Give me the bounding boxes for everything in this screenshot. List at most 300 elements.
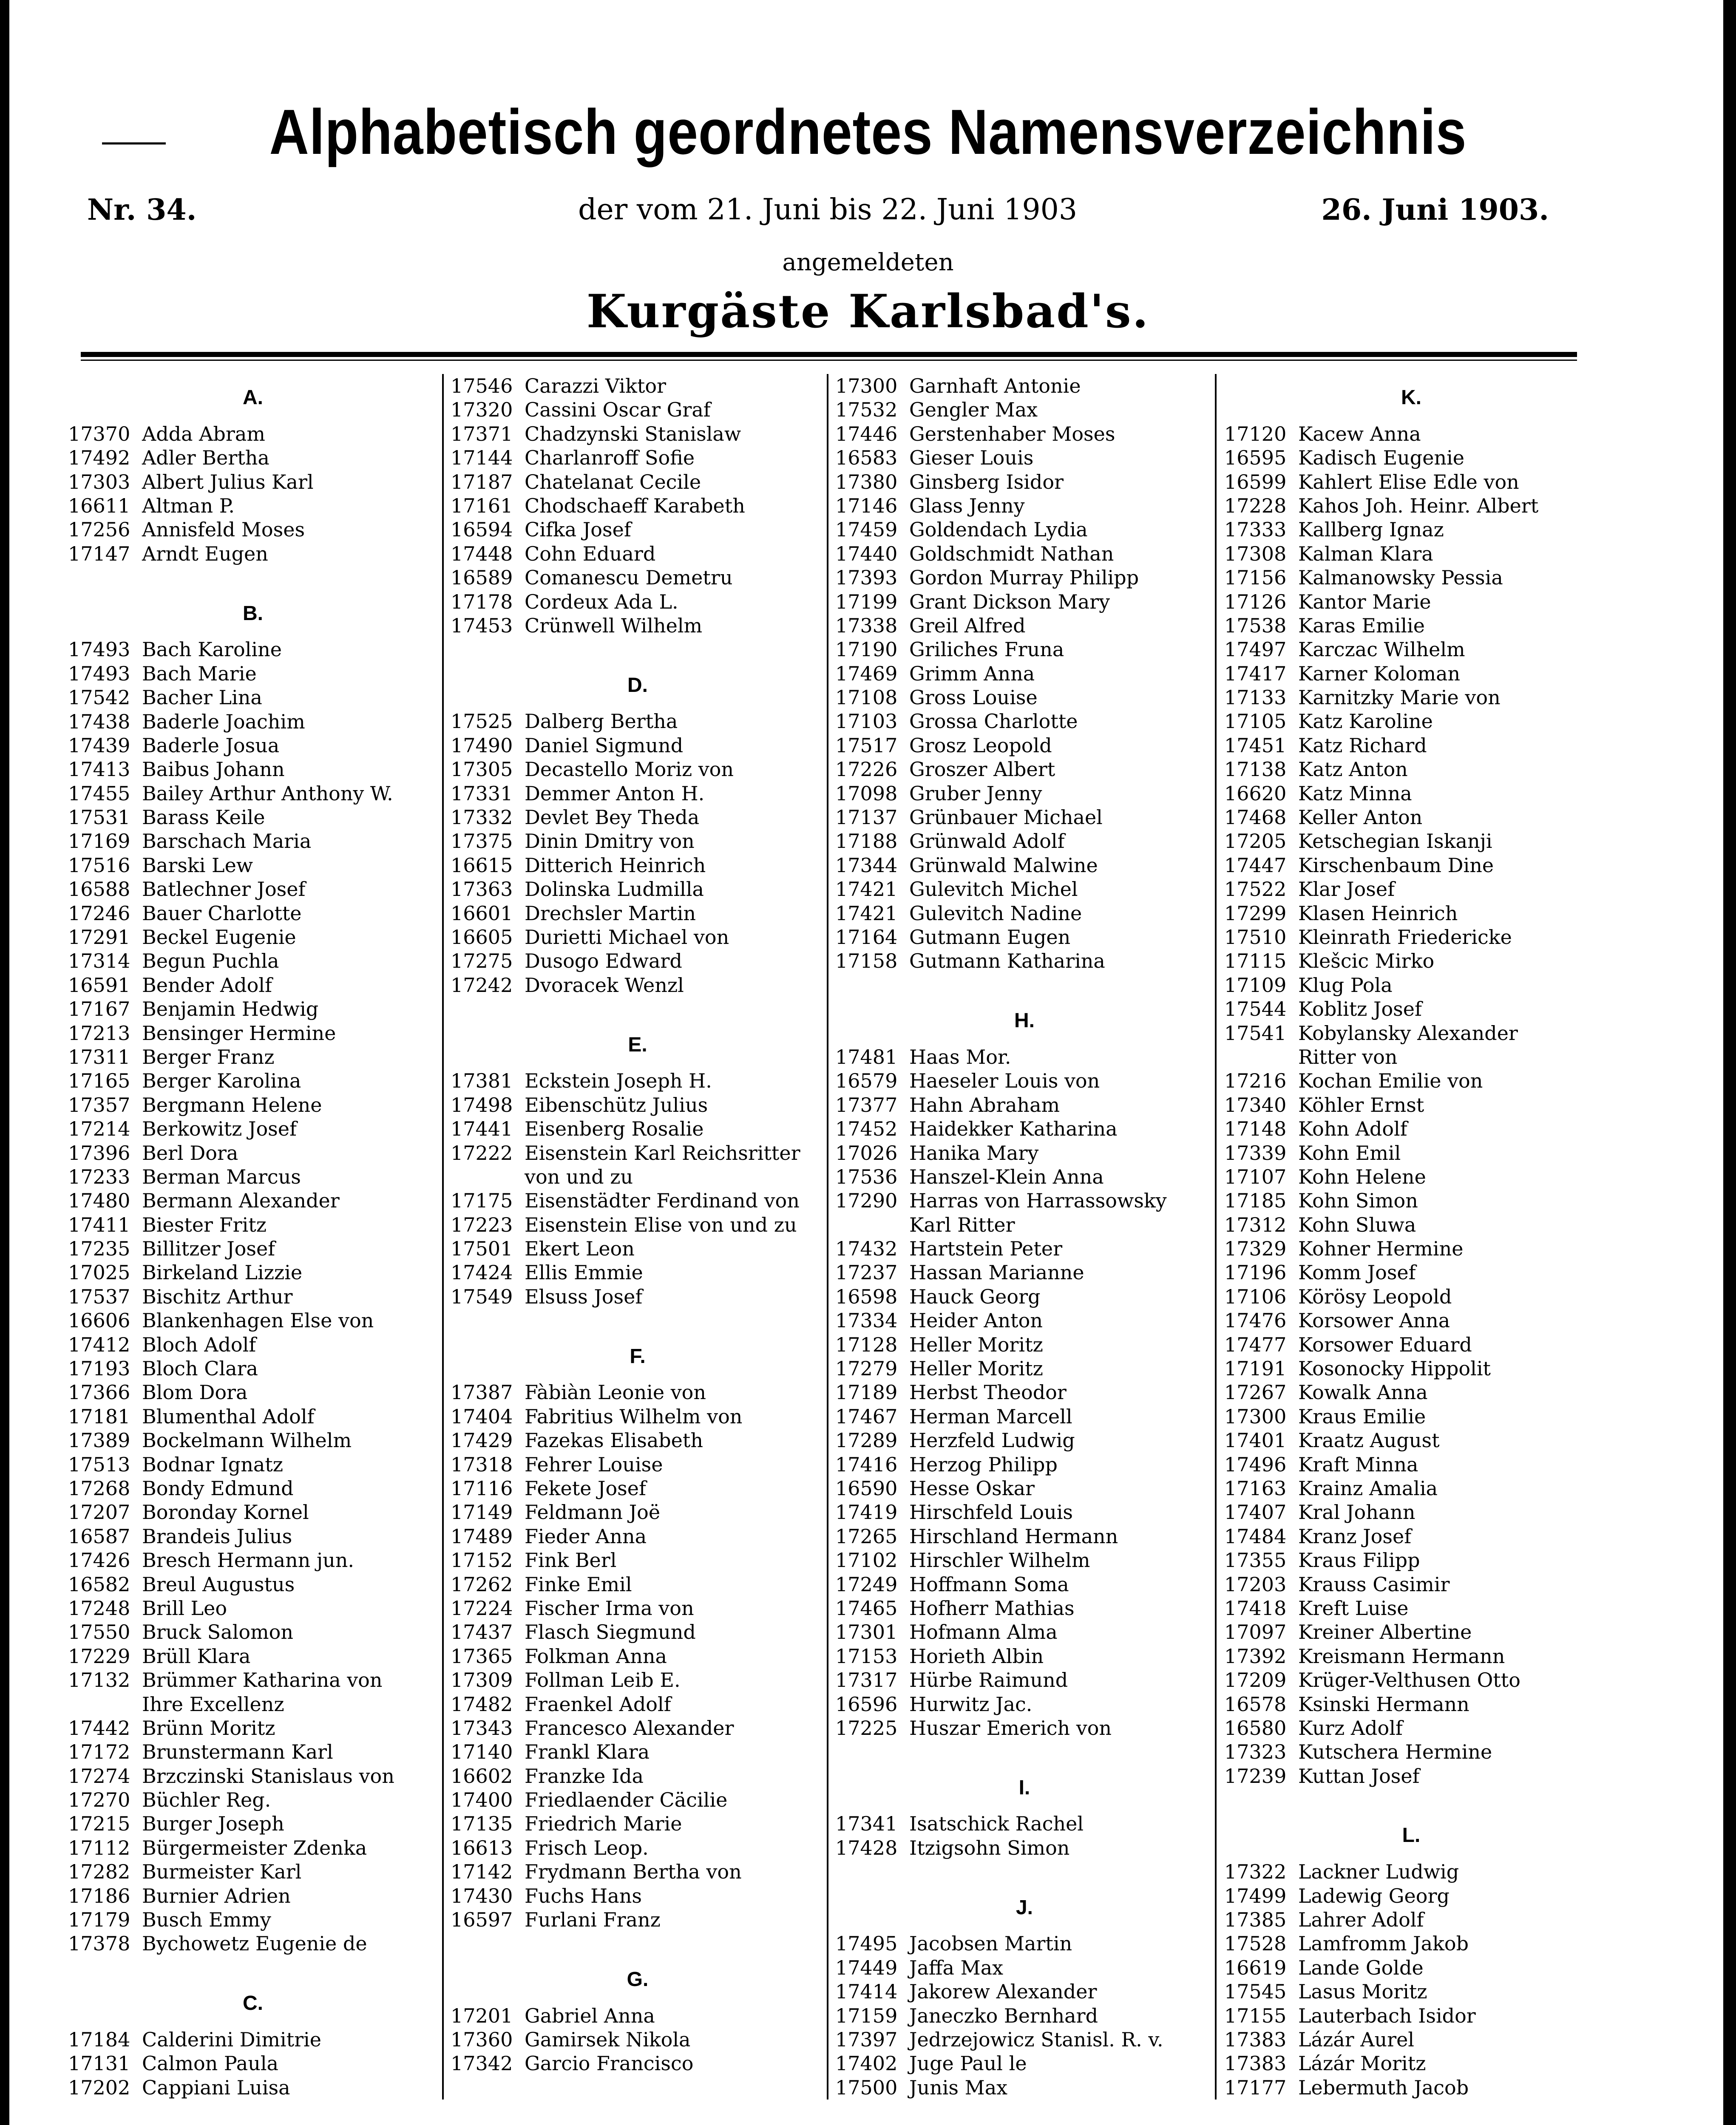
column-3 — [835, 374, 1214, 2125]
guest-name: Bailey Arthur Anthony W. — [142, 782, 393, 805]
guest-entry — [835, 1045, 1214, 1069]
guest-entry — [835, 1524, 1214, 1548]
guest-name: Lázár Aurel — [1298, 2028, 1415, 2051]
guest-entry — [451, 1764, 825, 1788]
entry-number: 17189 — [835, 1381, 898, 1404]
guest-entry — [1224, 1932, 1598, 1955]
guest-name: Bloch Adolf — [142, 1333, 256, 1356]
guest-name: Lande Golde — [1298, 1956, 1424, 1979]
guest-entry — [68, 1716, 438, 1740]
entry-number: 17499 — [1224, 1884, 1287, 1907]
entry-number: 17222 — [451, 1141, 513, 1164]
guest-entry — [451, 1117, 825, 1141]
guest-name: Heider Anton — [909, 1309, 1043, 1332]
entry-number: 17532 — [835, 398, 898, 422]
guest-entry — [68, 1261, 438, 1284]
guest-entry — [835, 1692, 1214, 1716]
entry-number: 17437 — [451, 1621, 513, 1644]
entry-number: 17493 — [68, 662, 130, 685]
guest-name: Burger Joseph — [142, 1812, 284, 1836]
guest-name: Gamirsek Nikola — [525, 2028, 691, 2051]
section-letter: C. — [243, 1992, 263, 2015]
guest-name: Katz Minna — [1298, 782, 1412, 805]
guest-entry — [451, 709, 825, 733]
entry-number: 17233 — [68, 1165, 130, 1188]
entry-number: 17332 — [451, 806, 513, 829]
entry-number: 17412 — [68, 1333, 130, 1356]
guest-name: Haidekker Katharina — [909, 1117, 1118, 1141]
guest-entry — [68, 829, 438, 853]
entry-number: 17223 — [451, 1213, 513, 1236]
entry-number: 17545 — [1224, 1980, 1287, 2003]
section-letter: A. — [243, 386, 263, 409]
guest-entry — [68, 1405, 438, 1428]
guest-name: Annisfeld Moses — [142, 518, 305, 541]
guest-name: Jakorew Alexander — [909, 1980, 1097, 2003]
header-rule-thin — [81, 360, 1577, 361]
guest-name: Fàbiàn Leonie von — [525, 1381, 706, 1404]
guest-name: Brill Leo — [142, 1596, 227, 1620]
guest-name: Kahlert Elise Edle von — [1298, 470, 1519, 493]
guest-entry — [1224, 590, 1598, 614]
entry-number: 17449 — [835, 1956, 898, 1979]
guest-name: Haeseler Louis von — [909, 1069, 1100, 1093]
guest-entry — [835, 949, 1214, 973]
guest-entry — [835, 398, 1214, 422]
entry-number: 17300 — [835, 374, 898, 397]
guest-name: Birkeland Lizzie — [142, 1261, 303, 1284]
entry-number: 17156 — [1224, 566, 1287, 589]
publication-date: 26. Juni 1903. — [1321, 193, 1549, 227]
guest-name: Hesse Oskar — [909, 1476, 1035, 1500]
guest-name: Kohn Simon — [1298, 1189, 1418, 1213]
entry-number: 17146 — [835, 494, 898, 517]
guest-entry — [1224, 494, 1598, 518]
guest-entry — [835, 782, 1214, 805]
guest-entry — [451, 1189, 825, 1213]
entry-number: 16602 — [451, 1764, 513, 1788]
entry-number: 17525 — [451, 710, 513, 733]
guest-entry — [835, 590, 1214, 614]
entry-number: 17333 — [1224, 518, 1287, 541]
guest-entry — [451, 1405, 825, 1428]
guest-entry — [68, 901, 438, 925]
guest-entry — [451, 1716, 825, 1740]
guest-name: Kirschenbaum Dine — [1298, 853, 1494, 877]
guest-name: Korsower Eduard — [1298, 1333, 1472, 1356]
entry-number: 17098 — [835, 782, 898, 805]
guest-name: Frankl Klara — [525, 1740, 650, 1764]
entry-number: 17385 — [1224, 1908, 1287, 1932]
guest-name: Krauss Casimir — [1298, 1572, 1450, 1596]
guest-entry — [451, 1380, 825, 1404]
guest-name: Grosz Leopold — [909, 734, 1052, 757]
guest-name: Bach Karoline — [142, 638, 282, 661]
entry-number: 17496 — [1224, 1453, 1287, 1476]
guest-name: Daniel Sigmund — [525, 734, 684, 757]
guest-entry — [835, 1453, 1214, 1476]
entry-number: 16588 — [68, 878, 130, 901]
entry-number: 17343 — [451, 1716, 513, 1740]
guest-name: Ekert Leon — [525, 1237, 635, 1261]
entry-number: 17190 — [835, 638, 898, 661]
entry-number: 17375 — [451, 830, 513, 853]
entry-number: 17265 — [835, 1524, 898, 1548]
guest-name: Fraenkel Adolf — [525, 1692, 671, 1716]
guest-entry — [451, 734, 825, 757]
guest-name: Ellis Emmie — [525, 1261, 643, 1284]
guest-entry — [68, 638, 438, 661]
entry-number: 17267 — [1224, 1381, 1287, 1404]
guest-name: Biester Fritz — [142, 1213, 267, 1236]
guest-name: Burnier Adrien — [142, 1884, 291, 1907]
guest-entry — [68, 1213, 438, 1237]
section-letter: J. — [1016, 1896, 1033, 1919]
guest-entry — [835, 1476, 1214, 1500]
entry-number: 17424 — [451, 1261, 513, 1284]
guest-entry — [451, 1740, 825, 1764]
entry-number: 17357 — [68, 1093, 130, 1116]
guest-entry — [835, 1237, 1214, 1261]
entry-number: 17323 — [1224, 1740, 1287, 1764]
guest-entry — [451, 782, 825, 805]
entry-number: 17416 — [835, 1453, 898, 1476]
guest-entry — [835, 518, 1214, 541]
guest-name: Albert Julius Karl — [142, 470, 314, 493]
guest-entry — [835, 1333, 1214, 1357]
guest-name: Barass Keile — [142, 806, 265, 829]
guest-entry — [451, 1812, 825, 1836]
guest-entry — [68, 1788, 438, 1812]
guest-entry — [1224, 1333, 1598, 1357]
guest-entry — [835, 1548, 1214, 1572]
guest-entry — [451, 949, 825, 973]
guest-entry — [1224, 709, 1598, 733]
entry-number: 17528 — [1224, 1932, 1287, 1955]
entry-number: 17481 — [835, 1045, 898, 1068]
guest-name: Frisch Leop. — [525, 1836, 649, 1859]
guest-entry — [835, 1189, 1214, 1213]
entry-continuation: von und zu — [525, 1165, 633, 1188]
guest-entry — [68, 710, 438, 734]
guest-entry — [451, 1692, 825, 1716]
guest-entry — [1224, 1692, 1598, 1716]
guest-name: Gutmann Katharina — [909, 949, 1105, 973]
entry-number: 17397 — [835, 2028, 898, 2051]
guest-name: Ksinski Hermann — [1298, 1692, 1469, 1716]
entry-number: 17126 — [1224, 590, 1287, 613]
column-4 — [1224, 374, 1598, 2125]
guest-name: Benjamin Hedwig — [142, 997, 319, 1021]
guest-name: Bischitz Arthur — [142, 1285, 293, 1308]
guest-entry — [68, 997, 438, 1021]
entry-number: 17542 — [68, 686, 130, 709]
guest-entry — [451, 1213, 825, 1237]
guest-entry — [451, 1261, 825, 1284]
guest-name: Katz Anton — [1298, 758, 1408, 781]
entry-number: 17344 — [835, 853, 898, 877]
entry-number: 17242 — [451, 973, 513, 997]
guest-entry — [68, 853, 438, 877]
entry-number: 17339 — [1224, 1141, 1287, 1164]
entry-number: 17193 — [68, 1357, 130, 1380]
section-gap — [451, 1309, 825, 1332]
guest-name: Gruber Jenny — [909, 782, 1042, 805]
guest-entry — [835, 1093, 1214, 1117]
guest-name: Herbst Theodor — [909, 1381, 1067, 1404]
guest-entry — [68, 1524, 438, 1548]
guest-name: Gordon Murray Philipp — [909, 566, 1139, 589]
guest-entry — [451, 398, 825, 422]
guest-name: Francesco Alexander — [525, 1716, 734, 1740]
guest-entry — [68, 1069, 438, 1093]
guest-name: Kurz Adolf — [1298, 1716, 1403, 1740]
guest-entry — [1224, 1500, 1598, 1524]
guest-entry — [451, 973, 825, 997]
guest-entry — [1224, 949, 1598, 973]
section-gap — [835, 1740, 1214, 1764]
guest-entry — [835, 1405, 1214, 1428]
entry-number: 16615 — [451, 853, 513, 877]
entry-number: 16578 — [1224, 1692, 1287, 1716]
guest-entry — [68, 1932, 438, 1955]
guest-entry — [835, 542, 1214, 566]
guest-entry — [68, 1668, 438, 1692]
guest-name: Hurwitz Jac. — [909, 1692, 1033, 1716]
guest-entry — [68, 1476, 438, 1500]
guest-entry — [451, 1596, 825, 1620]
guest-name: Goldendach Lydia — [909, 518, 1088, 541]
guest-name: Boronday Kornel — [142, 1501, 309, 1524]
guest-entry — [835, 686, 1214, 709]
guest-entry — [1224, 1357, 1598, 1380]
guest-name: Korsower Anna — [1298, 1309, 1450, 1332]
guest-name: Glass Jenny — [909, 494, 1025, 517]
guest-entry — [68, 1548, 438, 1572]
section-letter: H. — [1014, 1009, 1035, 1032]
guest-name: Fischer Irma von — [525, 1596, 694, 1620]
guest-entry — [1224, 1428, 1598, 1452]
guest-name: Adda Abram — [142, 422, 265, 445]
entry-number: 17161 — [451, 494, 513, 517]
guest-name: Kohner Hermine — [1298, 1237, 1464, 1261]
guest-entry — [1224, 1285, 1598, 1309]
guest-name: Hirschland Hermann — [909, 1524, 1118, 1548]
entry-number: 17429 — [451, 1429, 513, 1452]
guest-name: Kobylansky Alexander — [1298, 1021, 1518, 1045]
guest-entry — [835, 757, 1214, 781]
guest-entry — [835, 1069, 1214, 1093]
guest-name: Batlechner Josef — [142, 878, 306, 901]
entry-number: 17407 — [1224, 1501, 1287, 1524]
guest-entry — [1224, 542, 1598, 566]
guest-entry — [1224, 1596, 1598, 1620]
guest-name: Grünwald Adolf — [909, 830, 1065, 853]
guest-name: Baderle Joachim — [142, 710, 305, 733]
guest-entry — [451, 1453, 825, 1476]
guest-entry — [835, 853, 1214, 877]
entry-number: 17097 — [1224, 1621, 1287, 1644]
entry-number: 16590 — [835, 1476, 898, 1500]
guest-entry — [68, 1093, 438, 1117]
guest-name: Kohn Sluwa — [1298, 1213, 1416, 1236]
entry-number: 17311 — [68, 1045, 130, 1068]
guest-name: Karner Koloman — [1298, 662, 1461, 685]
entry-number: 17179 — [68, 1908, 130, 1932]
guest-name: Lázár Moritz — [1298, 2052, 1426, 2075]
guest-entry — [451, 1860, 825, 1884]
guest-entry — [68, 1620, 438, 1644]
guest-name: Lauterbach Isidor — [1298, 2004, 1476, 2027]
guest-name: Hirschfeld Louis — [909, 1501, 1073, 1524]
entry-number: 17224 — [451, 1596, 513, 1620]
guest-entry — [68, 1237, 438, 1261]
guest-entry — [451, 2051, 825, 2075]
entry-number: 17120 — [1224, 422, 1287, 445]
entry-number: 17202 — [68, 2076, 130, 2099]
entry-number: 17226 — [835, 758, 898, 781]
guest-name: Klasen Heinrich — [1298, 901, 1458, 925]
guest-name: Brunstermann Karl — [142, 1740, 333, 1764]
section-letter: E. — [628, 1033, 647, 1056]
entry-number: 17396 — [68, 1141, 130, 1164]
guest-name: Brandeis Julius — [142, 1524, 292, 1548]
guest-name: Calmon Paula — [142, 2052, 278, 2075]
guest-name: Flasch Siegmund — [525, 1621, 696, 1644]
entry-number: 16594 — [451, 518, 513, 541]
guest-entry — [68, 1428, 438, 1452]
entry-number: 17291 — [68, 926, 130, 949]
guest-entry — [1224, 638, 1598, 661]
entry-number: 17309 — [451, 1669, 513, 1692]
entry-number: 17383 — [1224, 2052, 1287, 2075]
entry-number: 17441 — [451, 1117, 513, 1141]
guest-entry — [1224, 2004, 1598, 2028]
guest-entry — [1224, 1980, 1598, 2003]
guest-name: Chadzynski Stanislaw — [525, 422, 741, 445]
entry-number: 17500 — [835, 2076, 898, 2099]
guest-name: Jedrzejowicz Stanisl. R. v. — [909, 2028, 1163, 2051]
guest-entry — [835, 925, 1214, 949]
guest-name: Eisenstein Elise von und zu — [525, 1213, 797, 1236]
entry-number: 16587 — [68, 1524, 130, 1548]
entry-number: 17490 — [451, 734, 513, 757]
guest-entry — [1224, 1189, 1598, 1213]
guest-name: Brzczinski Stanislaus von — [142, 1764, 394, 1788]
guest-name: Eckstein Joseph H. — [525, 1069, 712, 1093]
entry-number: 17128 — [835, 1333, 898, 1356]
entry-number: 17516 — [68, 853, 130, 877]
guest-name: Krüger-Velthusen Otto — [1298, 1669, 1520, 1692]
entry-number: 16599 — [1224, 470, 1287, 493]
guest-entry — [68, 949, 438, 973]
guest-entry — [451, 422, 825, 446]
entry-number: 17453 — [451, 614, 513, 637]
guest-name: Bender Adolf — [142, 973, 272, 997]
guest-name: Altman P. — [142, 494, 235, 517]
entry-number: 17517 — [835, 734, 898, 757]
guest-name: Hürbe Raimund — [909, 1669, 1068, 1692]
guest-name: Grant Dickson Mary — [909, 590, 1110, 613]
guest-entry — [1224, 2028, 1598, 2051]
entry-number: 16598 — [835, 1285, 898, 1308]
guest-name: Baderle Josua — [142, 734, 280, 757]
guest-name: Dolinska Ludmilla — [525, 878, 704, 901]
entry-number: 17320 — [451, 398, 513, 422]
guest-entry — [835, 470, 1214, 494]
guest-entry — [68, 2051, 438, 2075]
guest-entry — [451, 1788, 825, 1812]
entry-number: 17446 — [835, 422, 898, 445]
guest-name: Gabriel Anna — [525, 2004, 655, 2027]
guest-name: Hofherr Mathias — [909, 1596, 1075, 1620]
guest-name: Karas Emilie — [1298, 614, 1425, 637]
guest-name: Huszar Emerich von — [909, 1716, 1112, 1740]
guest-entry — [451, 1476, 825, 1500]
guest-entry — [451, 1548, 825, 1572]
guest-name: Carazzi Viktor — [525, 374, 667, 397]
guest-name: Fehrer Louise — [525, 1453, 663, 1476]
entry-number: 17301 — [835, 1621, 898, 1644]
entry-number: 17299 — [1224, 901, 1287, 925]
entry-number: 17289 — [835, 1429, 898, 1452]
guest-entry — [451, 853, 825, 877]
entry-number: 17476 — [1224, 1309, 1287, 1332]
guest-name: Hauck Georg — [909, 1285, 1041, 1308]
guest-name: Bürgermeister Zdenka — [142, 1836, 367, 1859]
entry-number: 17468 — [1224, 806, 1287, 829]
entry-number: 17282 — [68, 1860, 130, 1884]
entry-number: 17209 — [1224, 1669, 1287, 1692]
entry-number: 17185 — [1224, 1189, 1287, 1213]
entry-number: 17196 — [1224, 1261, 1287, 1284]
guest-name: Brümmer Katharina von — [142, 1669, 383, 1692]
guest-entry — [1224, 470, 1598, 494]
entry-number: 17239 — [1224, 1764, 1287, 1788]
guest-name: Chatelanat Cecile — [525, 470, 701, 493]
page-title: Alphabetisch geordnetes Namensverzeichnis — [269, 96, 1467, 167]
guest-entry — [1224, 805, 1598, 829]
guest-entry — [68, 1309, 438, 1332]
entry-number: 17340 — [1224, 1093, 1287, 1116]
entry-number: 17312 — [1224, 1213, 1287, 1236]
entry-number: 17132 — [68, 1669, 130, 1692]
guest-name: Berger Karolina — [142, 1069, 301, 1093]
guest-entry — [68, 1141, 438, 1165]
guest-entry — [1224, 2076, 1598, 2100]
entry-number: 17107 — [1224, 1165, 1287, 1188]
guest-entry — [835, 1812, 1214, 1836]
guest-name: Janeczko Bernhard — [909, 2004, 1098, 2027]
entry-number: 17366 — [68, 1381, 130, 1404]
guest-name: Garnhaft Antonie — [909, 374, 1081, 397]
guest-name: Lackner Ludwig — [1298, 1860, 1459, 1884]
guest-name: Gutmann Eugen — [909, 925, 1071, 949]
entry-number: 17498 — [451, 1093, 513, 1116]
guest-name: Greil Alfred — [909, 614, 1026, 637]
guest-name: Kallberg Ignaz — [1298, 518, 1444, 541]
guest-entry — [835, 1261, 1214, 1284]
entry-number: 16611 — [68, 494, 130, 517]
column-divider — [442, 374, 444, 2100]
guest-entry — [835, 1572, 1214, 1596]
guest-entry — [1224, 1860, 1598, 1884]
guest-name: Crünwell Wilhelm — [525, 614, 703, 637]
guest-entry — [835, 1165, 1214, 1189]
section-gap — [451, 1932, 825, 1955]
guest-name: Dalberg Bertha — [525, 710, 678, 733]
guest-entry — [1224, 1572, 1598, 1596]
